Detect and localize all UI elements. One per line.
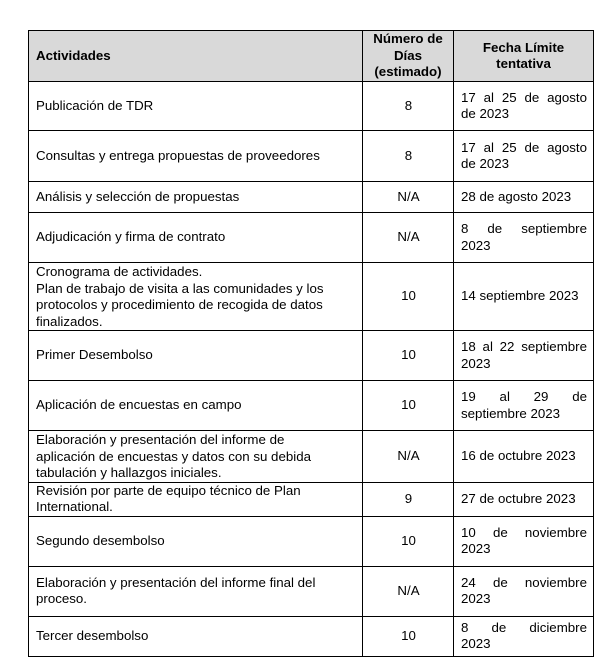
deadline-text: 27 de octubre 2023 <box>461 490 576 506</box>
activity-cell <box>29 131 363 182</box>
deadline-text: 14 septiembre 2023 <box>461 288 579 304</box>
header-deadline-line: Fecha Límite <box>482 39 565 55</box>
deadline-cell <box>454 82 594 131</box>
days-cell: 10 <box>363 616 454 656</box>
deadline-text: 17 al 25 de agosto <box>461 89 587 105</box>
deadline-text: 2023 <box>461 237 491 253</box>
days-cell: 10 <box>363 331 454 381</box>
table-row <box>29 516 594 566</box>
table-row <box>29 616 594 656</box>
days-cell: 10 <box>363 516 454 566</box>
header-days-line: Número de <box>373 31 443 47</box>
activity-text: Cronograma de actividades. <box>36 264 203 279</box>
days-cell: N/A <box>363 182 454 213</box>
activity-text: Análisis y selección de propuestas <box>36 188 240 204</box>
header-activities: Actividades <box>29 31 363 82</box>
deadline-cell <box>454 431 594 483</box>
deadline-text: 19 al 29 de <box>461 389 587 404</box>
table-header-row <box>29 31 594 82</box>
table-row <box>29 381 594 431</box>
table-row <box>29 82 594 131</box>
deadline-cell <box>454 131 594 182</box>
deadline-cell <box>454 516 594 566</box>
deadline-text: 18 al 22 septiembre <box>461 339 587 354</box>
days-cell: 10 <box>363 263 454 331</box>
days-cell: 10 <box>363 381 454 431</box>
header-days <box>363 31 454 82</box>
deadline-cell <box>454 263 594 331</box>
deadline-cell <box>454 381 594 431</box>
schedule-table <box>28 30 594 657</box>
deadline-text: 2023 <box>461 541 491 556</box>
header-days-line: (estimado) <box>374 64 442 80</box>
deadline-cell <box>454 331 594 381</box>
activity-text: Publicación de TDR <box>36 97 154 113</box>
activity-text: proceso. <box>36 591 87 606</box>
deadline-text: 16 de octubre 2023 <box>461 448 576 463</box>
activity-text: tabulación y hallazgos iniciales. <box>36 465 222 480</box>
deadline-text: 2023 <box>461 355 491 371</box>
table-row <box>29 182 594 213</box>
activity-text: Plan de trabajo de visita a las comunidades y los <box>36 280 324 296</box>
deadline-text: 2023 <box>461 591 491 606</box>
deadline-text: 10 de noviembre <box>461 524 587 540</box>
header-deadline-line: tentativa <box>496 56 551 71</box>
activity-text: Aplicación de encuestas en campo <box>36 397 242 413</box>
deadline-text: 8 de septiembre <box>461 221 587 236</box>
activity-text: Adjudicación y firma de contrato <box>36 229 226 245</box>
days-cell: 8 <box>363 82 454 131</box>
table-row <box>29 431 594 483</box>
days-cell: N/A <box>363 213 454 263</box>
deadline-cell <box>454 182 594 213</box>
deadline-cell <box>454 566 594 616</box>
activity-cell <box>29 263 363 331</box>
activity-text: Revisión por parte de equipo técnico de Plan <box>36 482 301 498</box>
deadline-text: 24 de noviembre <box>461 574 587 590</box>
deadline-text: 2023 <box>461 636 491 651</box>
activity-cell <box>29 616 363 656</box>
activity-text: aplicación de encuestas y datos con su debida <box>36 448 311 464</box>
deadline-text: 17 al 25 de agosto <box>461 139 587 155</box>
activity-text: Consultas y entrega propuestas de proveedores <box>36 147 320 163</box>
table-row <box>29 131 594 182</box>
deadline-text: 8 de diciembre <box>461 619 587 635</box>
header-deadline <box>454 31 594 82</box>
activity-text: Primer Desembolso <box>36 347 153 363</box>
deadline-text: de 2023 <box>461 156 510 171</box>
days-cell: N/A <box>363 566 454 616</box>
table-row <box>29 566 594 616</box>
activity-text: Tercer desembolso <box>36 627 149 643</box>
activity-text: Segundo desembolso <box>36 532 165 548</box>
activity-text: Elaboración y presentación del informe final del <box>36 574 316 590</box>
activity-cell <box>29 482 363 516</box>
activity-text: International. <box>36 499 113 514</box>
activity-text: protocolos y procedimiento de recogida de datos <box>36 297 323 312</box>
activity-cell <box>29 182 363 213</box>
header-days-line: Días <box>393 47 423 63</box>
deadline-text: de 2023 <box>461 106 510 121</box>
activity-cell <box>29 213 363 263</box>
activity-cell <box>29 82 363 131</box>
activity-text: finalizados. <box>36 313 103 329</box>
activity-text: Elaboración y presentación del informe de <box>36 432 285 447</box>
days-cell: 9 <box>363 482 454 516</box>
days-cell: 8 <box>363 131 454 182</box>
days-cell: N/A <box>363 431 454 483</box>
activity-cell <box>29 331 363 381</box>
activity-cell <box>29 516 363 566</box>
deadline-cell <box>454 482 594 516</box>
table-row <box>29 213 594 263</box>
deadline-text: septiembre 2023 <box>461 405 561 421</box>
table-row <box>29 263 594 331</box>
table-row <box>29 331 594 381</box>
activity-cell <box>29 566 363 616</box>
table-row <box>29 482 594 516</box>
deadline-cell <box>454 213 594 263</box>
activity-cell <box>29 381 363 431</box>
activity-cell <box>29 431 363 483</box>
deadline-cell <box>454 616 594 656</box>
deadline-text: 28 de agosto 2023 <box>461 188 572 204</box>
